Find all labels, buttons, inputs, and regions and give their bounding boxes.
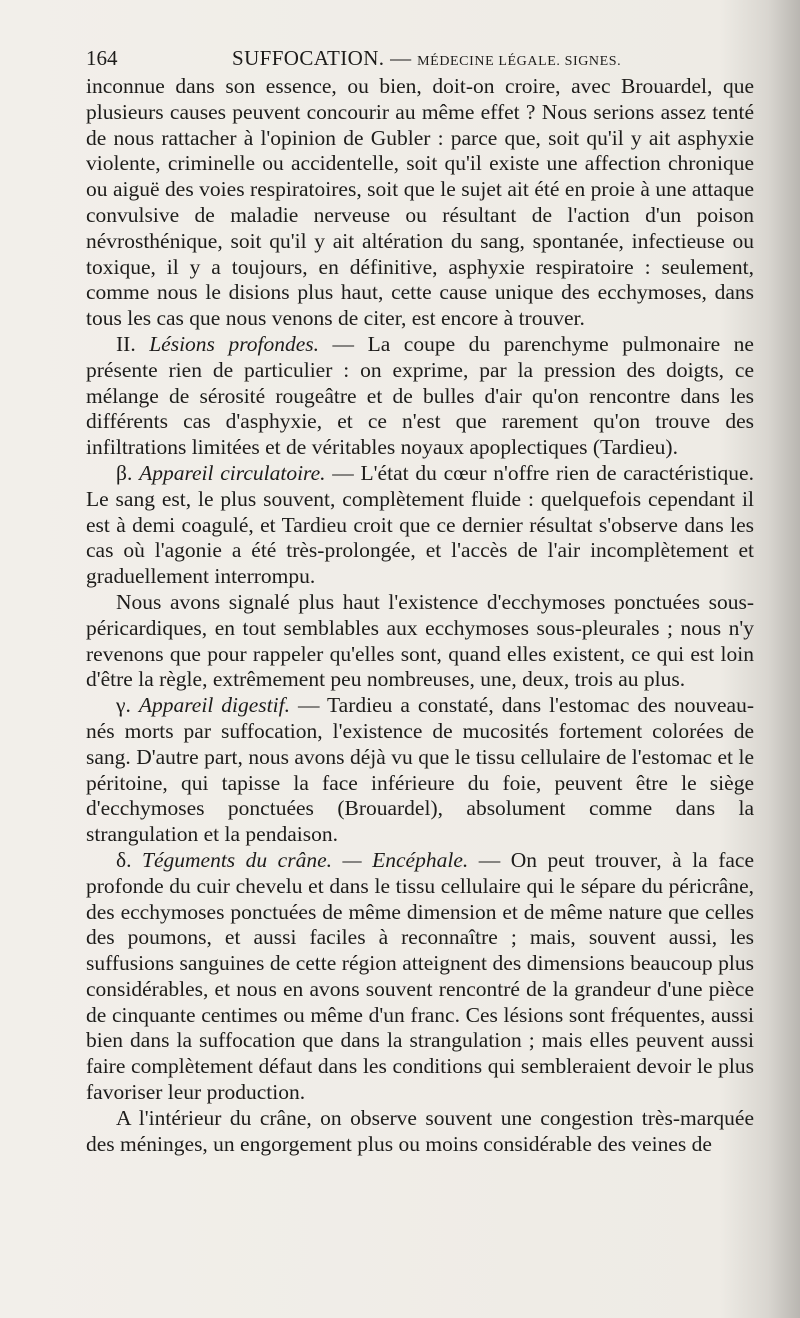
paragraph-appareil-digestif xyxy=(86,693,754,848)
section-number: β. xyxy=(116,460,140,485)
section-heading: Appareil circulatoire. xyxy=(139,460,326,485)
running-header xyxy=(86,44,756,72)
section-heading: Appareil digestif. xyxy=(138,693,290,718)
paragraph-text: — L'état du cœur n'offre rien de caractéristique. Le sang est, le plus souvent, complètement fluide : quelquefois cependant il est à demi coagulé, et Tardieu croit que ce dernier résultat s'observe dans les cas où l'agonie a été très-prolongée, et l'accès de l'air incomplètement et graduellement interrompu. xyxy=(86,460,754,589)
paragraph-text: inconnue dans son essence, ou bien, doit-on croire, avec Brouardel, que plusieurs causes peuvent concourir au même effet ? Nous serions assez tenté de nous rattacher à l'opinion de Gubler : parce que, soit qu'il y ait asphyxie violente, criminelle ou accidentelle, soit qu'il existe une affection chronique ou aiguë des voies respiratoires, soit que le sujet ait été en proie à une attaque convulsive de maladie nerveuse ou résultant de l'action d'un poison névrosthénique, soit qu'il y ait altération du sang, spontanée, infectieuse ou toxique, il y a toujours, en définitive, asphyxie respiratoire : seulement, comme nous le disions plus haut, cette cause unique des ecchymoses, dans tous les cas que nous venons de citer, est encore à trouver. xyxy=(86,74,754,331)
paragraph-text: — La coupe du parenchyme pulmonaire ne présente rien de particulier : on exprime, par la pression des doigts, ce mélange de sérosité rougeâtre et de bulles d'air qu'on rencontre dans les différents cas d'asphyxie, et ce n'est que rarement qu'on trouve des infiltrations limitées et de véritables noyaux apoplectiques (Tardieu). xyxy=(86,331,754,460)
paragraph-lesions-profondes xyxy=(86,332,754,461)
paragraph-appareil-circulatoire xyxy=(86,461,754,590)
header-title: SUFFOCATION. xyxy=(232,46,385,70)
header-separator: — xyxy=(384,46,418,70)
paragraph-teguments-crane xyxy=(86,848,754,1106)
paragraph-text: A l'intérieur du crâne, on observe souvent une congestion très-marquée des méninges, un engorgement plus ou moins considérable des veines de xyxy=(86,1105,754,1156)
paragraph-text: — Tardieu a constaté, dans l'estomac des nouveau-nés morts par suffocation, l'existence de mucosités fortement colorées de sang. D'autre part, nous avons déjà vu que le tissu cellulaire de l'estomac et le péritoine, qui tapisse la face inférieure du foie, peuvent être le siège d'ecchymoses ponctuées (Brouardel), absolument comme dans la strangulation et la pendaison. xyxy=(86,693,754,847)
paragraph-continuation xyxy=(86,74,754,332)
section-number: II. xyxy=(116,331,150,356)
section-number: γ. xyxy=(116,693,139,718)
page-number: 164 xyxy=(86,46,118,70)
paragraph-text: — On peut trouver, à la face profonde du cuir chevelu et dans le tissu cellulaire qui le sépare du péricrâne, des ecchymoses ponctuées de même dimension et de même nature que celles des poumons, et aussi faciles à reconnaître ; mais, souvent aussi, les suffusions sanguines de cette région atteignent des dimensions beaucoup plus considérables, et nous en avons souvent rencontré de la grandeur d'une pièce de cinquante centimes ou même d'un franc. Ces lésions sont fréquentes, aussi bien dans la suffocation que dans la strangulation ; mais elles peuvent aussi faire complètement défaut dans les conditions qui sembleraient devoir le plus favoriser leur production. xyxy=(86,847,754,1105)
body-text xyxy=(86,74,754,1157)
paragraph-text: Nous avons signalé plus haut l'existence d'ecchymoses ponctuées sous-péricardiques, en tout semblables aux ecchymoses sous-pleurales ; nous n'y revenons que pour rappeler qu'elles sont, quand elles existent, ce qui est loin d'être la règle, extrêmement peu nombreuses, une, deux, trois au plus. xyxy=(86,589,754,692)
section-heading: Lésions profondes. xyxy=(149,331,320,356)
section-heading: Téguments du crâne. — Encéphale. xyxy=(142,847,469,872)
paragraph-interieur-crane xyxy=(86,1106,754,1158)
section-number: δ. xyxy=(116,847,143,872)
header-subtitle: MÉDECINE LÉGALE. SIGNES. xyxy=(417,54,622,69)
running-title xyxy=(232,44,621,76)
paragraph-ecchymoses-pericardiques xyxy=(86,590,754,693)
